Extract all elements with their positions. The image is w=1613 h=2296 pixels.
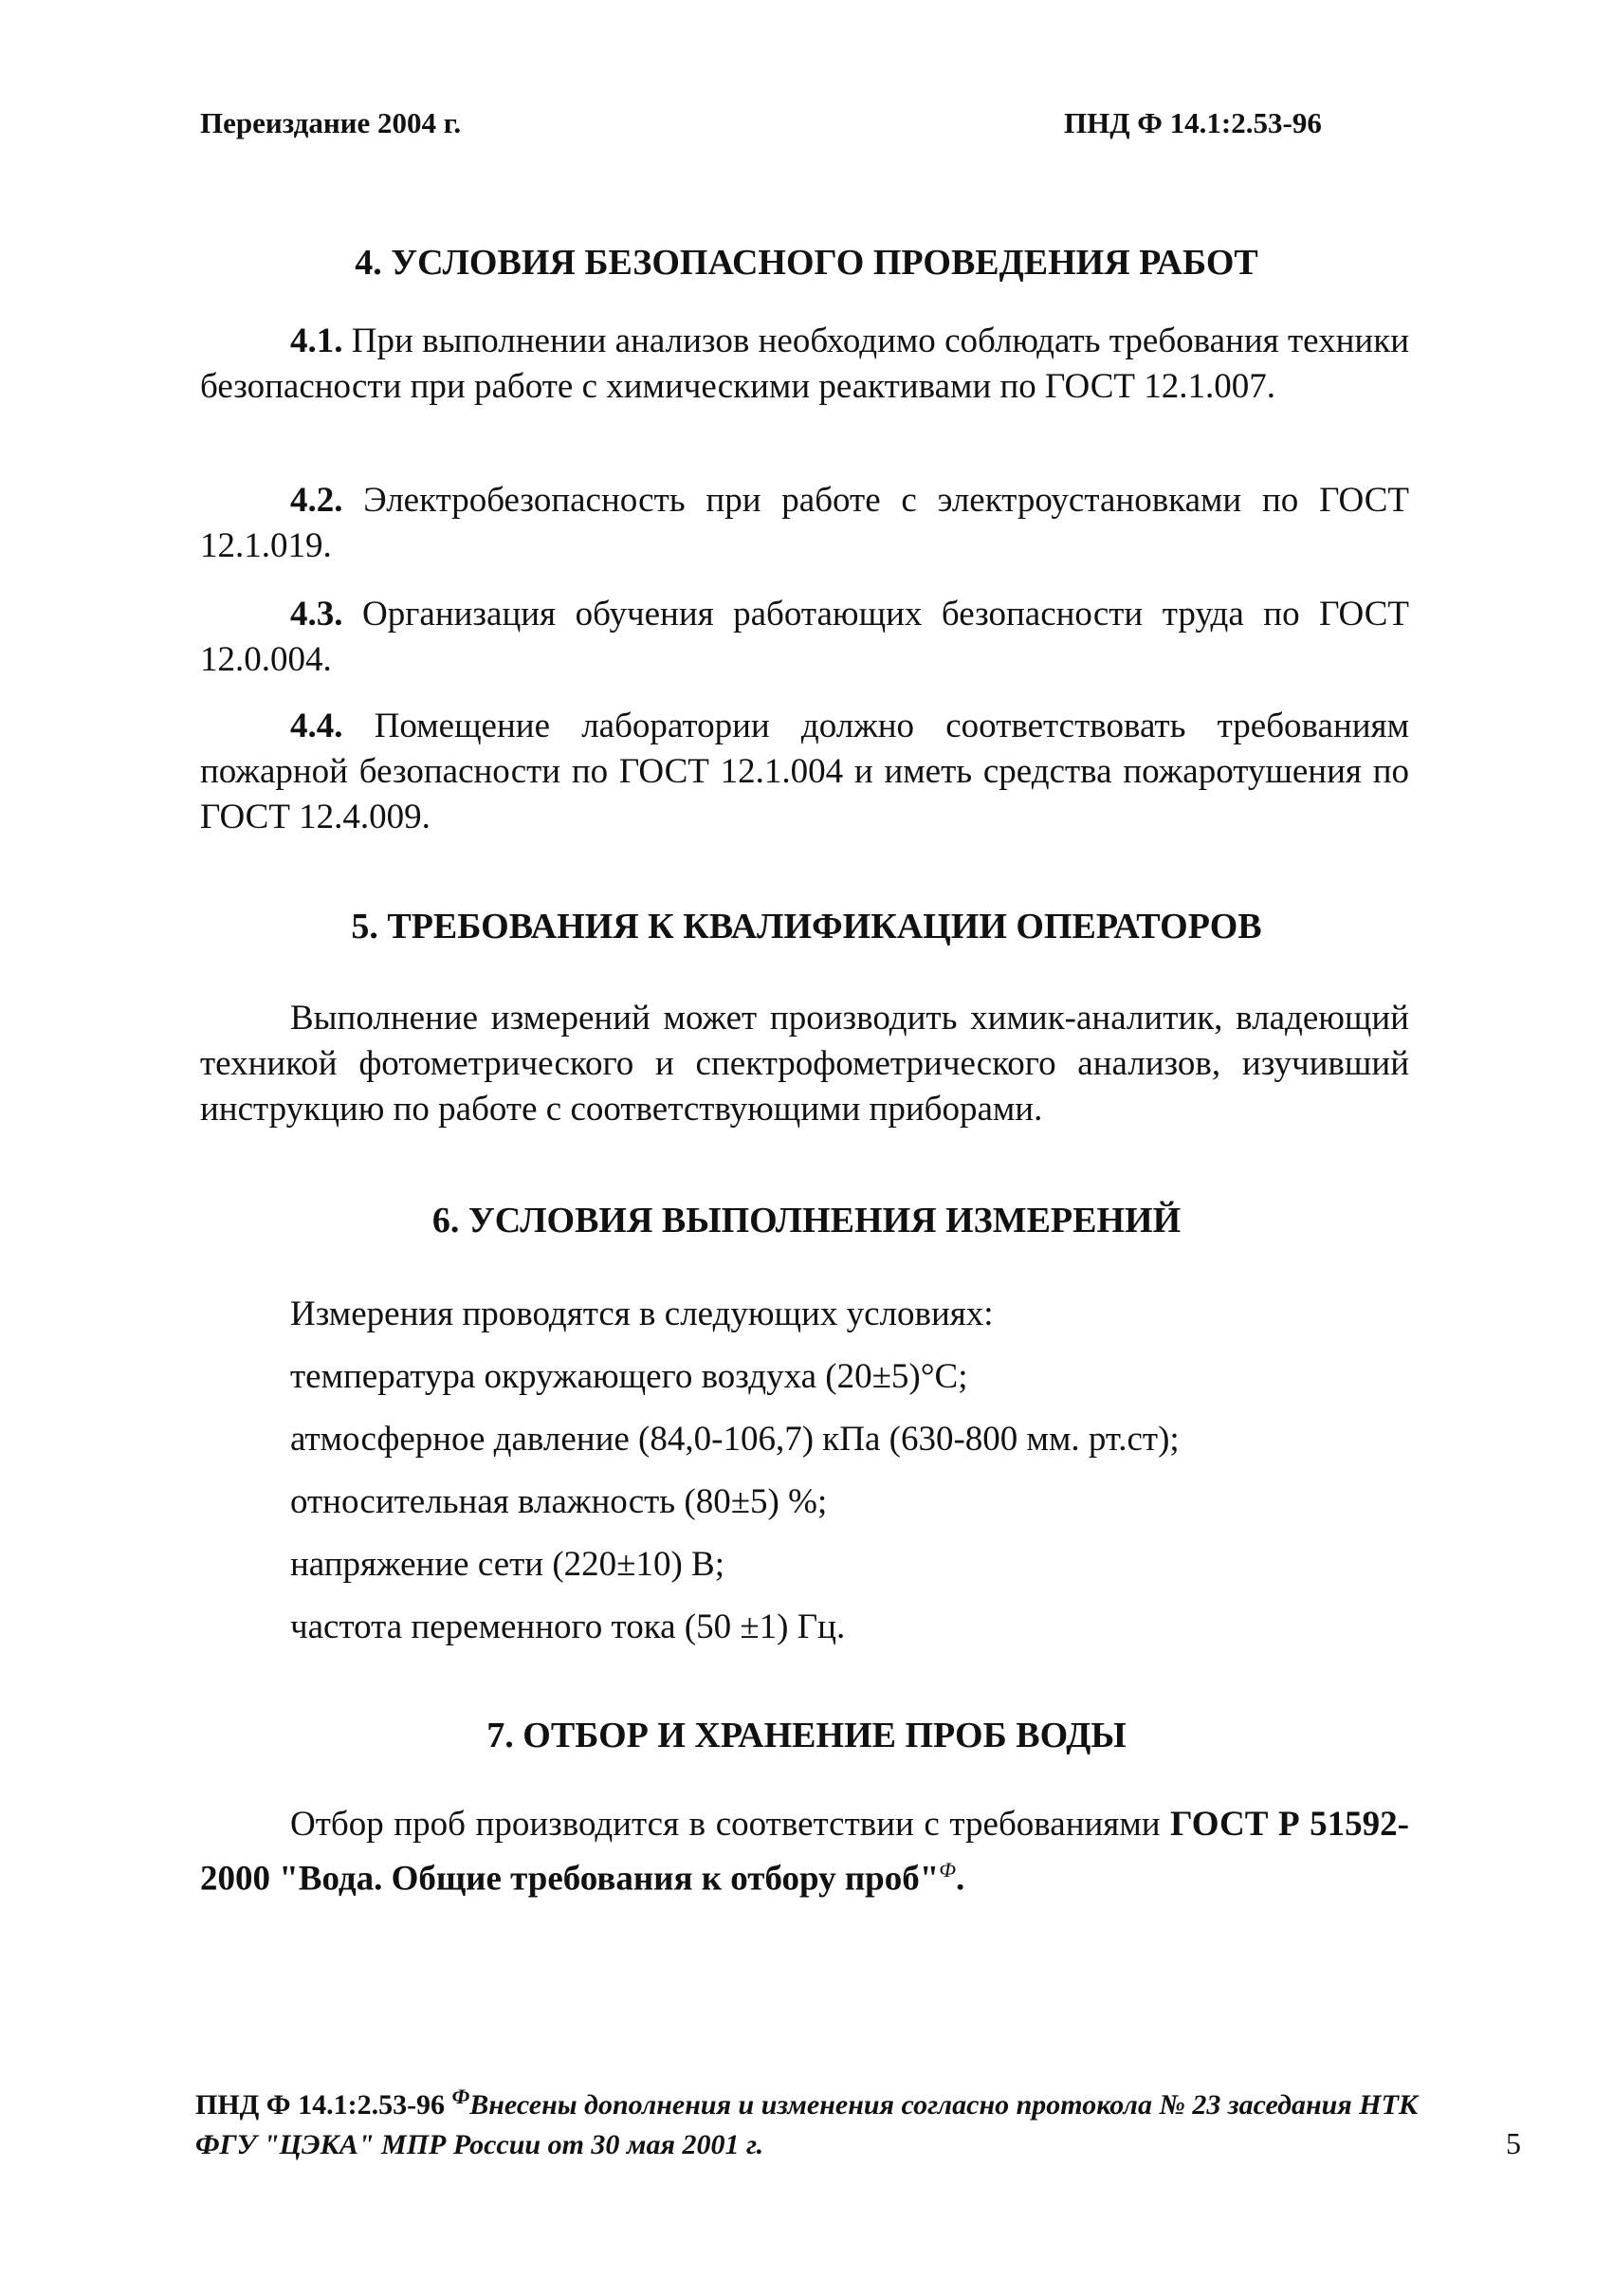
item-4-3-text: Организация обучения работающих безопасности труда по ГОСТ 12.0.004. [200, 595, 1409, 679]
section-7-title: 7. ОТБОР И ХРАНЕНИЕ ПРОБ ВОДЫ [486, 1716, 1127, 1755]
section-5-text [200, 996, 1409, 1132]
section-7-text [200, 1802, 1409, 1901]
amendment-mark: Ф [939, 1858, 956, 1882]
section-4-title: 4. УСЛОВИЯ БЕЗОПАСНОГО ПРОВЕДЕНИЯ РАБОТ [355, 243, 1258, 283]
section-6-intro: Измерения проводятся в следующих условиях: [290, 1295, 994, 1333]
section-5-title: 5. ТРЕБОВАНИЯ К КВАЛИФИКАЦИИ ОПЕРАТОРОВ [351, 907, 1262, 946]
section-7-plain: Отбор проб производится в соответствии с требованиями [290, 1805, 1171, 1844]
footnote [195, 2077, 1419, 2165]
condition-voltage: напряжение сети (220±10) В; [290, 1545, 725, 1584]
item-4-1-number: 4.1. [290, 321, 343, 360]
item-4-2-text: Электробезопасность при работе с электроустановками по ГОСТ 12.1.019. [200, 481, 1409, 565]
section-7-end: . [955, 1859, 965, 1899]
item-4-2-number: 4.2. [290, 481, 343, 520]
item-4-4-number: 4.4. [290, 707, 343, 745]
item-4-4-text: Помещение лаборатории должно соответствовать требованиям пожарной безопасности по ГОСТ 12.1.004 и иметь средства пожаротушения по ГОСТ 12.4.009. [200, 707, 1409, 836]
item-4-3-number: 4.3. [290, 595, 343, 634]
section-6-title: 6. УСЛОВИЯ ВЫПОЛНЕНИЯ ИЗМЕРЕНИЙ [431, 1201, 1182, 1240]
page-number: 5 [1506, 2126, 1521, 2160]
section-7-standard: ГОСТ Р 51592-2000 "Вода. Общие требования к отбору проб" [200, 1805, 1410, 1899]
item-4-1 [200, 319, 1409, 410]
section-5-body: Выполнение измерений может производить химик-аналитик, владеющий техникой фотометрического и спектрофометрического анализов, изучивший инструкцию по работе с соответствующими приборами. [200, 999, 1409, 1129]
item-4-3 [200, 592, 1409, 683]
item-4-1-text: При выполнении анализов необходимо соблюдать требования техники безопасности при работе с химическими реактивами по ГОСТ 12.1.007. [200, 321, 1409, 406]
header-edition: Переиздание 2004 г. [200, 106, 462, 139]
footnote-text: Внесены дополнения и изменения согласно протокола № 23 заседания НТК ФГУ "ЦЭКА" МПР России от 30 мая 2001 г. [195, 2089, 1419, 2160]
condition-temperature: температура окружающего воздуха (20±5)°С; [290, 1357, 968, 1396]
footnote-mark: Ф [451, 2085, 470, 2108]
header-doc-code: ПНД Ф 14.1:2.53-96 [1064, 106, 1322, 139]
footnote-doc-code: ПНД Ф 14.1:2.53-96 [195, 2089, 452, 2121]
condition-pressure: атмосферное давление (84,0-106,7) кПа (630-800 мм. рт.ст); [290, 1420, 1180, 1459]
condition-frequency: частота переменного тока (50 ±1) Гц. [290, 1607, 846, 1646]
item-4-4 [200, 704, 1409, 840]
item-4-2 [200, 478, 1409, 569]
condition-humidity: относительная влажность (80±5) %; [290, 1482, 828, 1521]
